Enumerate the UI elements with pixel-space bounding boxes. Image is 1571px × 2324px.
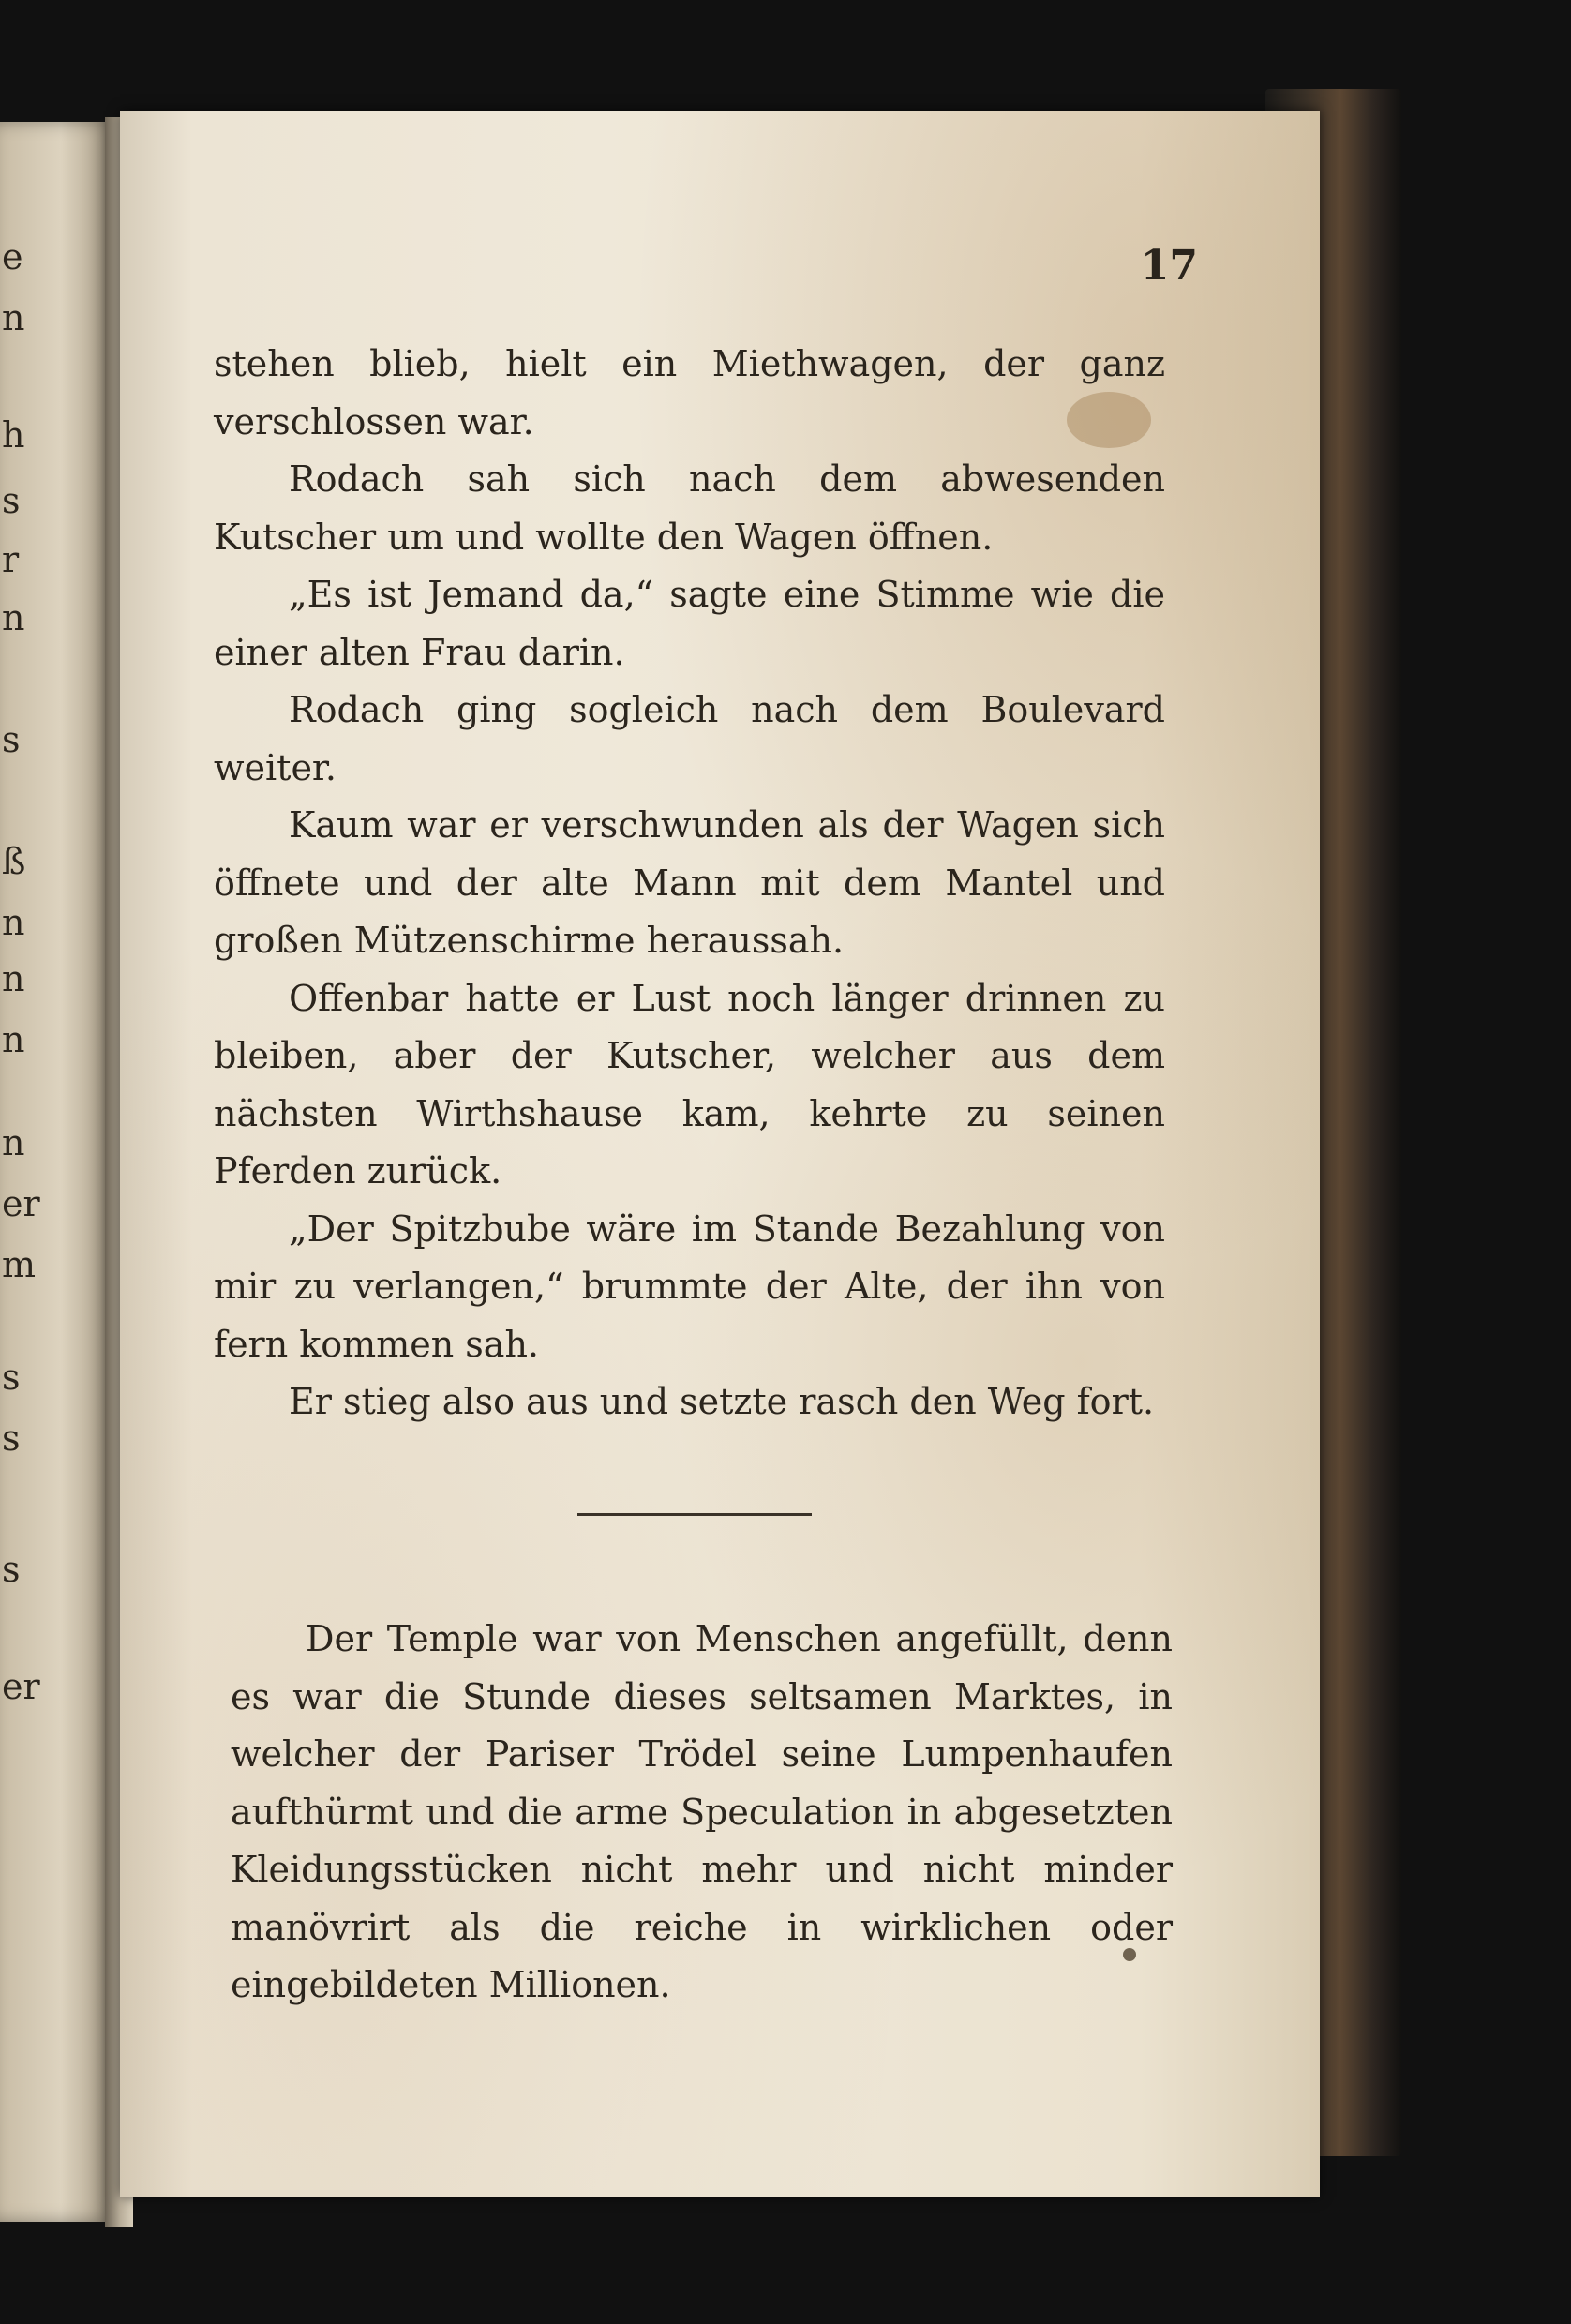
book-page: [120, 111, 1320, 2197]
paragraph: Rodach sah sich nach dem abwesenden Kutscher um und wollte den Wagen öffnen.: [214, 458, 1165, 558]
section-divider: [577, 1513, 812, 1516]
paragraph: Rodach ging sogleich nach dem Boulevard weiter.: [214, 689, 1165, 788]
left-page-fragment: m: [2, 1244, 37, 1285]
paragraph: Kaum war er verschwunden als der Wagen sich öffnete und der alte Mann mit dem Mantel und großen Mützenschirme heraussah.: [214, 804, 1165, 961]
body-text-section-1: [214, 336, 1165, 1432]
left-page-fragment: n: [2, 297, 25, 338]
left-facing-page: [0, 122, 111, 2222]
left-page-fragment: s: [2, 1417, 21, 1459]
body-text-section-2: [231, 1611, 1173, 2015]
paragraph: „Der Spitzbube wäre im Stande Bezahlung von mir zu verlangen,“ brummte der Alte, der ihn von fern kommen sah.: [214, 1207, 1165, 1365]
paragraph: Der Temple war von Menschen angefüllt, denn es war die Stunde dieses seltsamen Marktes, in welcher der Pariser Trödel seine Lumpenhaufen aufthürmt und die arme Speculation in abgesetzten Kleidungsstücken nicht mehr und nicht minder manövrirt als die reiche in wirklichen oder eingebildeten Millionen.: [231, 1618, 1173, 2005]
left-page-text-fragments: [0, 122, 40, 2222]
left-page-fragment: h: [2, 414, 25, 456]
left-page-fragment: e: [2, 236, 23, 277]
paragraph: Offenbar hatte er Lust noch länger drinnen zu bleiben, aber der Kutscher, welcher aus dem nächsten Wirthshause kam, kehrte zu seinen Pferden zurück.: [214, 977, 1165, 1192]
left-page-fragment: er: [2, 1666, 40, 1707]
paragraph: „Es ist Jemand da,“ sagte eine Stimme wie die einer alten Frau darin.: [214, 574, 1165, 673]
left-page-fragment: n: [2, 958, 25, 999]
page-number: 17: [1140, 242, 1198, 290]
left-page-fragment: n: [2, 1122, 25, 1163]
left-page-fragment: n: [2, 597, 25, 638]
left-page-fragment: n: [2, 902, 25, 943]
left-page-fragment: s: [2, 1357, 21, 1398]
left-page-fragment: s: [2, 719, 21, 760]
paragraph: stehen blieb, hielt ein Miethwagen, der ganz verschlossen war.: [214, 343, 1165, 442]
left-page-fragment: s: [2, 1549, 21, 1590]
left-page-fragment: ß: [2, 841, 26, 882]
left-page-fragment: s: [2, 480, 21, 521]
left-page-fragment: er: [2, 1183, 40, 1224]
paragraph: Er stieg also aus und setzte rasch den Weg fort.: [289, 1381, 1155, 1422]
left-page-fragment: n: [2, 1019, 25, 1060]
left-page-fragment: r: [2, 539, 20, 580]
